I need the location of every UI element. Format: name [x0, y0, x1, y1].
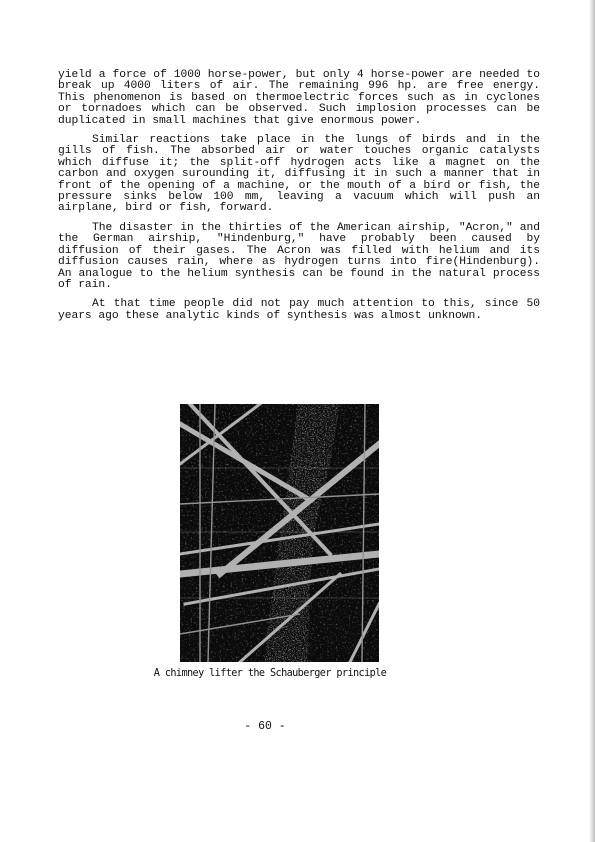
figure-caption: A chimney lifter the Schauberger principle [153, 668, 387, 679]
paragraph-1: yield a force of 1000 horse-power, but only 4 horse-power are needed to break up 4000 liters of air. The remaining 996 hp. are free energy. This phenomenon is based on thermoelectric forces such as in cyclones or tornadoes which can be observed. Such implosion processes can be duplicated in small machines that give enormous power. [58, 69, 540, 127]
page-number: - 60 - [244, 720, 286, 733]
paragraph-2: Similar reactions take place in the lungs of birds and in the gills of fish. The absorbed air or water touches organic catalysts which diffuse it; the split-off hydrogen acts like a magnet on the carbon and oxygen surounding it, diffusing it in such a manner that in front of the opening of a machine, or the mouth of a bird or fish, the pressure sinks below 100 mm, leaving a vacuum which will push an airplane, bird or fish, forward. [58, 134, 540, 215]
body-text [58, 70, 540, 330]
chimney-photo [180, 404, 379, 662]
paragraph-3: The disaster in the thirties of the American airship, "Acron," and the German airship, "Hindenburg," have probably been caused by diffusion of their gases. The Acron was filled with helium and its diffusion causes rain, where as hydrogen turns into fire(Hindenburg). An analogue to the helium synthesis can be found in the natural process of rain. [58, 221, 540, 291]
page-edge-shadow [589, 0, 595, 842]
paragraph-4: At that time people did not pay much attention to this, since 50 years ago these analytic kinds of synthesis was almost unknown. [58, 298, 540, 322]
